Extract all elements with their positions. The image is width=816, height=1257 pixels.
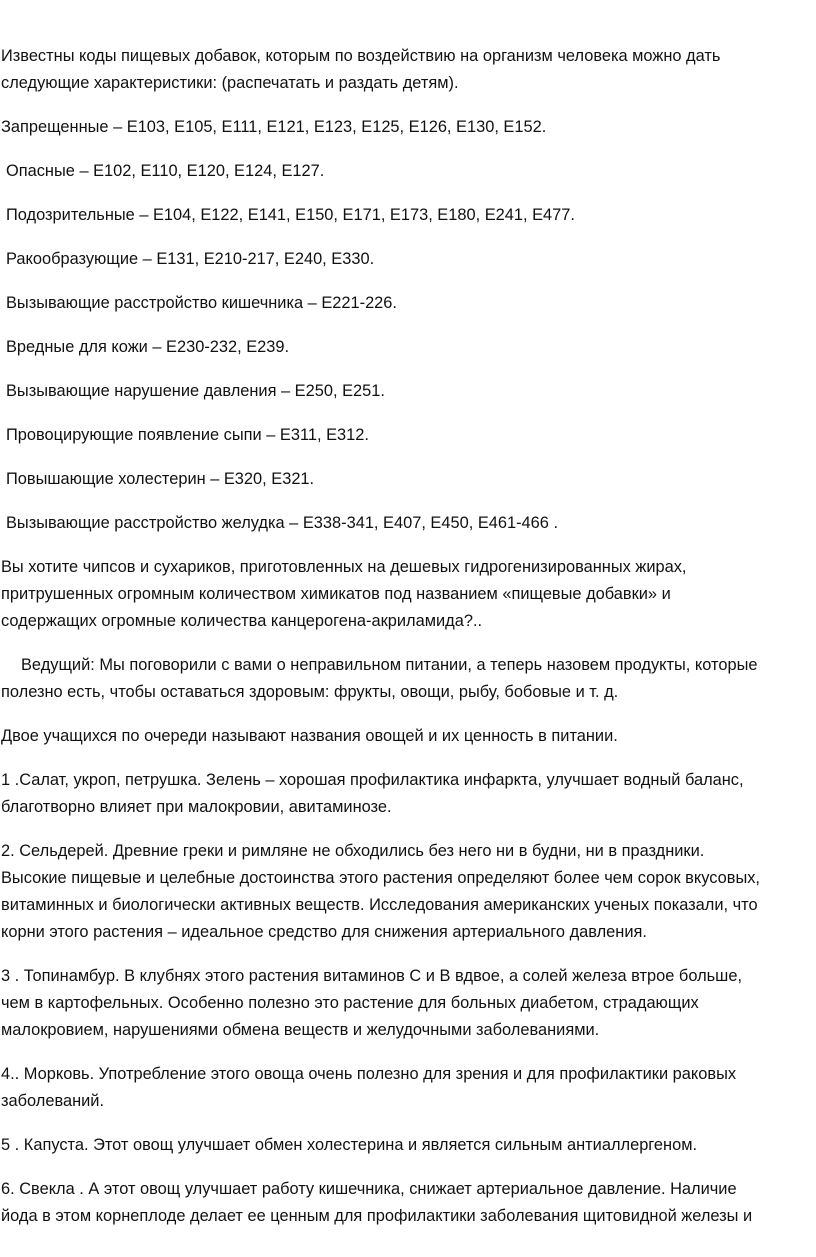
text-line: Высокие пищевые и целебные достоинства этого растения определяют более чем сорок вкусовых, xyxy=(1,869,760,887)
text-line: Вы хотите чипсов и сухариков, приготовленных на дешевых гидрогенизированных жирах, xyxy=(1,558,687,576)
text-line: Запрещенные – Е103, Е105, Е111, Е121, Е123, Е125, Е126, Е130, Е152. xyxy=(1,118,547,136)
paragraph xyxy=(1,334,816,361)
text-line: 4.. Морковь. Употребление этого овоща очень полезно для зрения и для профилактики раковых xyxy=(1,1065,737,1083)
text-line: заболеваний. xyxy=(1,1092,105,1110)
paragraph xyxy=(1,290,816,317)
text-line: Подозрительные – Е104, Е122, Е141, Е150, Е171, Е173, Е180, Е241, Е477. xyxy=(6,206,575,224)
text-line: витаминных и биологически активных веществ. Исследования американских ученых показали, что xyxy=(1,896,758,914)
paragraph xyxy=(1,378,816,405)
text-line: следующие характеристики: (распечатать и раздать детям). xyxy=(1,74,459,92)
paragraph xyxy=(1,246,816,273)
paragraph xyxy=(1,202,816,229)
text-line: притрушенных огромным количеством химикатов под названием «пищевые добавки» и xyxy=(1,585,671,603)
paragraph xyxy=(1,838,816,946)
text-line: благотворно влияет при малокровии, авитаминозе. xyxy=(1,798,392,816)
text-line: Провоцирующие появление сыпи – Е311, Е312. xyxy=(6,426,369,444)
text-line: Известны коды пищевых добавок, которым по воздействию на организм человека можно дать xyxy=(1,47,721,65)
paragraph xyxy=(1,422,816,449)
paragraph xyxy=(1,466,816,493)
text-line: содержащих огромные количества канцерогена-акриламида?.. xyxy=(1,612,483,630)
document-body xyxy=(1,43,816,1247)
paragraph xyxy=(1,723,816,750)
text-line: 5 . Капуста. Этот овощ улучшает обмен холестерина и является сильным антиаллергеном. xyxy=(1,1136,698,1154)
text-line: 2. Сельдерей. Древние греки и римляне не обходились без него ни в будни, ни в праздники. xyxy=(1,842,705,860)
paragraph xyxy=(1,767,816,821)
paragraph xyxy=(1,1176,816,1230)
text-line: корни этого растения – идеальное средство для снижения артериального давления. xyxy=(1,923,647,941)
paragraph xyxy=(1,1132,816,1159)
text-line: Вызывающие нарушение давления – Е250, Е251. xyxy=(6,382,385,400)
text-line: Ведущий: Мы поговорили с вами о неправильном питании, а теперь назовем продукты, которые xyxy=(21,656,758,674)
text-line: 6. Свекла . А этот овощ улучшает работу кишечника, снижает артериальное давление. Наличие xyxy=(1,1180,737,1198)
text-line: 3 . Топинамбур. В клубнях этого растения витаминов С и В вдвое, а солей железа втрое больше, xyxy=(1,967,742,985)
text-line: Повышающие холестерин – Е320, Е321. xyxy=(6,470,315,488)
paragraph xyxy=(1,1061,816,1115)
text-line: Вредные для кожи – Е230-232, Е239. xyxy=(6,338,290,356)
text-line: Вызывающие расстройство желудка – Е338-341, Е407, Е450, Е461-466 . xyxy=(6,514,559,532)
paragraph xyxy=(1,510,816,537)
text-line: Ракообразующие – Е131, Е210-217, Е240, Е330. xyxy=(6,250,375,268)
paragraph xyxy=(1,43,816,97)
text-line: полезно есть, чтобы оставаться здоровым: фрукты, овощи, рыбу, бобовые и т. д. xyxy=(1,683,619,701)
paragraph xyxy=(1,158,816,185)
text-line: 1 .Салат, укроп, петрушка. Зелень – хорошая профилактика инфаркта, улучшает водный баланс, xyxy=(1,771,744,789)
paragraph xyxy=(1,963,816,1044)
text-line: Опасные – Е102, Е110, Е120, Е124, Е127. xyxy=(6,162,325,180)
text-line: Двое учащихся по очереди называют названия овощей и их ценность в питании. xyxy=(1,727,618,745)
paragraph xyxy=(1,652,816,706)
paragraph xyxy=(1,554,816,635)
text-line: малокровием, нарушениями обмена веществ и желудочными заболеваниями. xyxy=(1,1021,600,1039)
text-line: чем в картофельных. Особенно полезно это растение для больных диабетом, страдающих xyxy=(1,994,699,1012)
text-line: Вызывающие расстройство кишечника – Е221-226. xyxy=(6,294,397,312)
paragraph xyxy=(1,114,816,141)
text-line: йода в этом корнеплоде делает ее ценным для профилактики заболевания щитовидной железы и xyxy=(1,1207,753,1225)
